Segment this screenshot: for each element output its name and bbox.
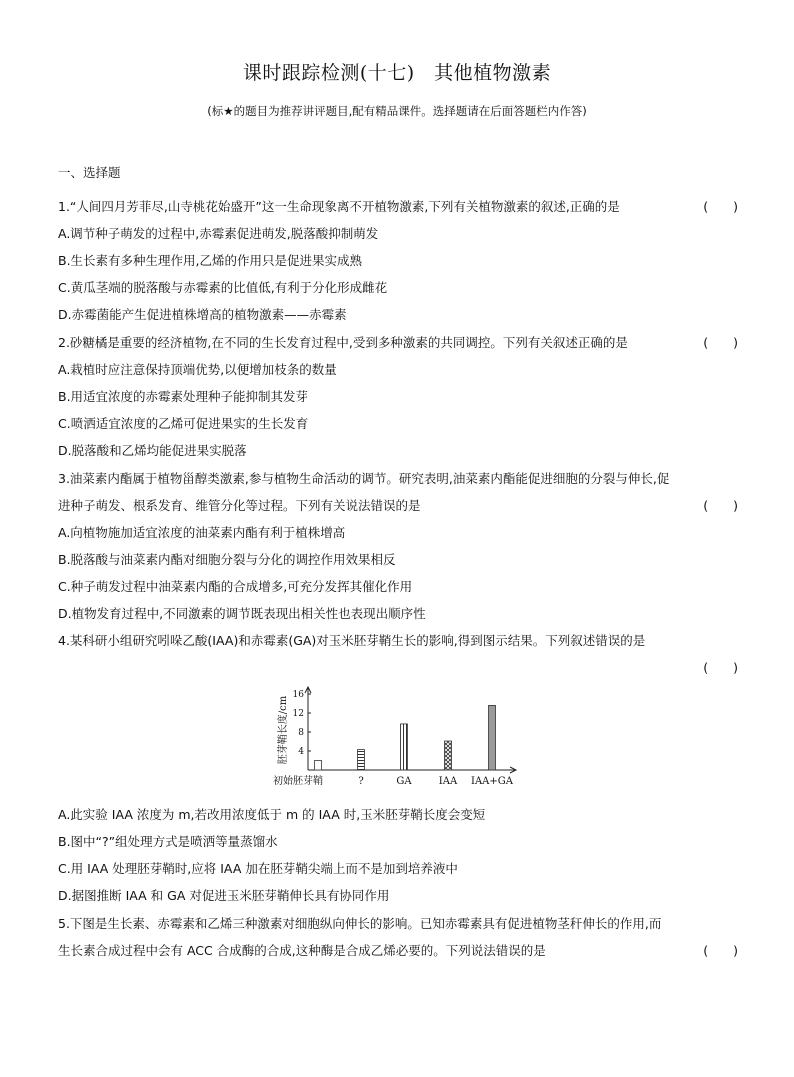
x-category-label: 初始胚芽鞘 bbox=[273, 776, 323, 787]
page-subtitle: (标★的题目为推荐讲评题目,配有精品课件。选择题请在后面答题栏内作答) bbox=[207, 104, 587, 118]
q3-stem-line1: 3.油菜素内酯属于植物甾醇类激素,参与植物生命活动的调节。研究表明,油菜素内酯能促进细胞的分裂与伸长,促 bbox=[58, 471, 670, 486]
page-title: 课时跟踪检测(十七) 其他植物激素 bbox=[242, 62, 552, 84]
q4-answer-paren: ( ) bbox=[703, 660, 738, 675]
y-tick-label: 12 bbox=[292, 709, 304, 719]
q5-stem-line2: 生长素合成过程中会有 ACC 合成酶的合成,这种酶是合成乙烯必要的。下列说法错误的是 bbox=[58, 943, 546, 958]
q5-answer-paren: ( ) bbox=[703, 943, 738, 958]
bar bbox=[358, 750, 365, 770]
q1-option-b: B.生长素有多种生理作用,乙烯的作用只是促进果实成熟 bbox=[58, 253, 363, 268]
q4-option-a: A.此实验 IAA 浓度为 m,若改用浓度低于 m 的 IAA 时,玉米胚芽鞘长度会变短 bbox=[58, 807, 486, 822]
bar bbox=[489, 705, 496, 770]
q2-option-b: B.用适宜浓度的赤霉素处理种子能抑制其发芽 bbox=[58, 389, 309, 404]
x-category-label: IAA bbox=[438, 776, 458, 787]
y-tick-label: 16 bbox=[292, 690, 304, 700]
q3-option-b: B.脱落酸与油菜素内酯对细胞分裂与分化的调控作用效果相反 bbox=[58, 552, 396, 567]
coleoptile-length-chart bbox=[270, 684, 530, 794]
q4-stem: 4.某科研小组研究吲哚乙酸(IAA)和赤霉素(GA)对玉米胚芽鞘生长的影响,得到图示结果。下列叙述错误的是 bbox=[58, 633, 646, 648]
q4-option-d: D.据图推断 IAA 和 GA 对促进玉米胚芽鞘伸长具有协同作用 bbox=[58, 888, 390, 903]
q3-answer-paren: ( ) bbox=[703, 498, 738, 513]
q3-option-d: D.植物发育过程中,不同激素的调节既表现出相关性也表现出顺序性 bbox=[58, 606, 426, 621]
y-tick-label: 4 bbox=[298, 747, 304, 757]
q2-option-c: C.喷洒适宜浓度的乙烯可促进果实的生长发育 bbox=[58, 416, 309, 431]
q2-option-d: D.脱落酸和乙烯均能促进果实脱落 bbox=[58, 443, 247, 458]
q3-stem-line2: 进种子萌发、根系发育、维管分化等过程。下列有关说法错误的是 bbox=[58, 498, 421, 513]
q1-option-a: A.调节种子萌发的过程中,赤霉素促进萌发,脱落酸抑制萌发 bbox=[58, 226, 379, 241]
bar bbox=[445, 741, 452, 770]
q5-stem-line1: 5.下图是生长素、赤霉素和乙烯三种激素对细胞纵向伸长的影响。已知赤霉素具有促进植物茎秆伸长的作用,而 bbox=[58, 916, 662, 931]
x-category-label: ? bbox=[358, 776, 364, 787]
q4-option-b: B.图中“?”组处理方式是喷洒等量蒸馏水 bbox=[58, 834, 278, 849]
q3-option-c: C.种子萌发过程中油菜素内酯的合成增多,可充分发挥其催化作用 bbox=[58, 579, 413, 594]
section-heading: 一、选择题 bbox=[58, 165, 121, 180]
q2-stem: 2.砂糖橘是重要的经济植物,在不同的生长发育过程中,受到多种激素的共同调控。下列有关叙述正确的是 bbox=[58, 335, 628, 350]
q2-answer-paren: ( ) bbox=[703, 335, 738, 350]
q1-stem: 1.“人间四月芳菲尽,山寺桃花始盛开”这一生命现象离不开植物激素,下列有关植物激素的叙述,正确的是 bbox=[58, 199, 620, 214]
q1-option-c: C.黄瓜茎端的脱落酸与赤霉素的比值低,有利于分化形成雌花 bbox=[58, 280, 388, 295]
y-tick-label: 8 bbox=[298, 728, 304, 738]
y-axis-label: 胚芽鞘长度/cm bbox=[278, 695, 289, 765]
q1-answer-paren: ( ) bbox=[703, 199, 738, 214]
x-category-label: GA bbox=[396, 776, 412, 787]
bar bbox=[315, 761, 322, 771]
q2-option-a: A.栽植时应注意保持顶端优势,以便增加枝条的数量 bbox=[58, 362, 337, 377]
q4-option-c: C.用 IAA 处理胚芽鞘时,应将 IAA 加在胚芽鞘尖端上而不是加到培养液中 bbox=[58, 861, 458, 876]
q1-option-d: D.赤霉菌能产生促进植株增高的植物激素——赤霉素 bbox=[58, 307, 347, 322]
bar bbox=[401, 724, 408, 770]
q3-option-a: A.向植物施加适宜浓度的油菜素内酯有利于植株增高 bbox=[58, 525, 346, 540]
x-category-label: IAA+GA bbox=[471, 776, 513, 787]
